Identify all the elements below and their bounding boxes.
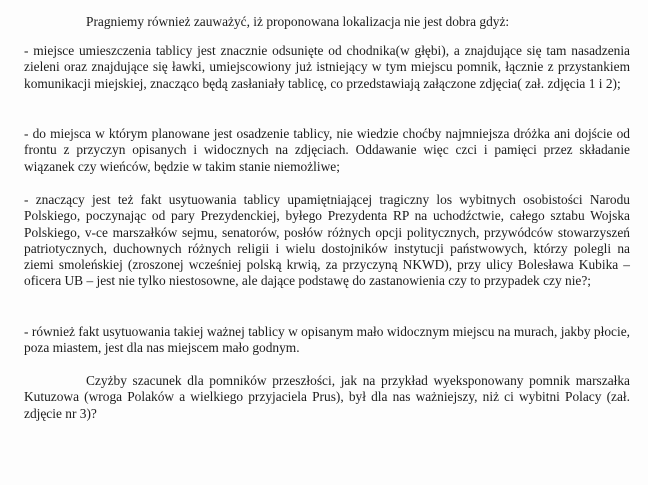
point-access-paragraph: - do miejsca w którym planowane jest osadzenie tablicy, nie wiedzie choćby najmniejsza dróżka ani dojście od frontu z przyczyn opisanych i widocznych na zdjęciach. Oddawanie więc czci i pamięci przez składanie wiązanek czy wieńców, będzie w takim stanie niemożliwe; xyxy=(24,126,630,174)
intro-paragraph: Pragniemy również zauważyć, iż proponowana lokalizacja nie jest dobra gdyż: xyxy=(86,14,510,29)
closing-question-paragraph: Czyżby szacunek dla pomników przeszłości, jak na przykład wyeksponowany pomnik marszałka Kutuzowa (wroga Polaków a wielkiego przyjaciela Prus), był dla nas ważniejszy, niż ci wybitni Polacy (zał. zdjęcie nr 3)? xyxy=(24,373,630,421)
point-location-paragraph: - miejsce umieszczenia tablicy jest znacznie odsunięte od chodnika(w głębi), a znajdujące się tam nasadzenia zieleni oraz znajdujące się ławki, umiejscowiony już istniejący w tym miejscu pomnik, łącznie z przystankiem komunikacji miejskiej, znacząco będą zasłaniały tablicę, co przedstawiają załączone zdjęcia( zał. zdjęcia 1 i 2); xyxy=(24,43,630,91)
point-street-paragraph: - znaczący jest też fakt usytuowania tablicy upamiętniającej tragiczny los wybitnych osobistości Narodu Polskiego, poczynając od pary Prezydenckiej, byłego Prezydenta RP na uchodźctwie, całego sztabu Wojska Polskiego, v-ce marszałków sejmu, senatorów, posłów różnych opcji politycznych, przywódców stowarzyszeń patriotycznych, duchownych różnych religii i wielu dostojników instytucji państwowych, którzy polegli na ziemi smoleńskiej (zroszonej wcześniej polską krwią, za przyczyną NKWD), przy ulicy Bolesława Kubika – oficera UB – jest nie tylko niestosowne, ale dające podstawę do zastanowienia czy to przypadek czy nie?; xyxy=(24,192,630,289)
point-visibility-paragraph: - również fakt usytuowania takiej ważnej tablicy w opisanym mało widocznym miejscu na murach, jakby płocie, poza miastem, jest dla nas miejscem mało godnym. xyxy=(24,324,630,356)
